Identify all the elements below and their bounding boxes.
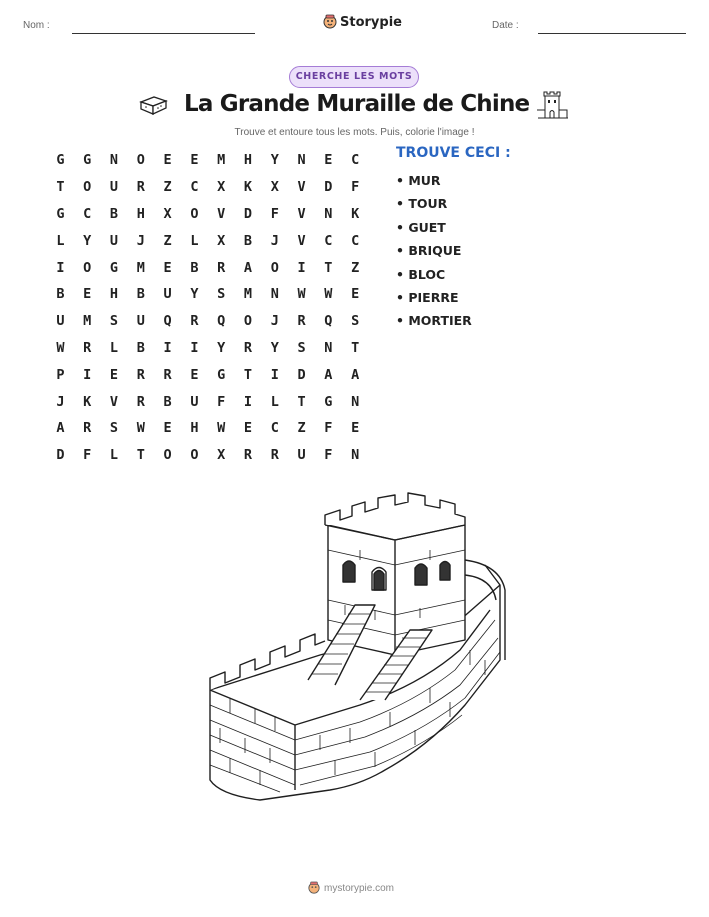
word-list-item: • MORTIER [396,313,472,329]
grid-cell[interactable]: Y [270,152,279,169]
grid-cell[interactable]: E [109,366,119,383]
grid-cell[interactable]: Y [217,339,226,356]
grid-cell[interactable]: E [351,286,360,303]
grid-cell[interactable]: Y [190,286,199,303]
grid-cell[interactable]: T [297,393,306,410]
grid-cell[interactable]: D [297,366,306,383]
grid-cell[interactable]: P [56,366,65,383]
grid-cell[interactable]: D [56,447,65,464]
grid-cell[interactable]: U [109,232,119,249]
category-badge: CHERCHE LES MOTS [289,66,419,88]
grid-cell[interactable]: N [351,393,360,410]
grid-cell[interactable]: U [136,313,145,330]
grid-cell[interactable]: W [217,420,226,437]
grid-cell[interactable]: Z [163,179,172,196]
name-label: Nom : [23,20,50,31]
word-list-item: • MUR [396,173,441,188]
grid-cell[interactable]: K [351,205,360,222]
grid-cell[interactable]: Z [351,259,360,276]
grid-cell[interactable]: B [136,339,145,356]
grid-cell[interactable]: U [297,447,306,464]
word-search-grid[interactable] [47,147,369,469]
grid-cell[interactable]: R [217,259,226,276]
grid-cell[interactable]: N [324,339,333,356]
grid-cell[interactable]: Q [217,313,226,330]
instructions: Trouve et entoure tous les mots. Puis, colorie l'image ! [234,127,475,138]
grid-cell[interactable]: F [270,205,279,222]
grid-row [47,388,369,415]
grid-cell[interactable]: V [297,232,306,249]
grid-cell[interactable]: J [270,313,279,330]
grid-cell[interactable]: H [190,420,199,437]
grid-cell[interactable]: V [297,205,306,222]
brand-name: Storypie [340,14,402,30]
grid-cell[interactable]: O [83,179,92,196]
grid-row [47,254,369,281]
word-list-title: TROUVE CECI : [396,145,511,161]
grid-cell[interactable]: G [56,205,65,222]
grid-cell[interactable]: T [324,259,333,276]
grid-cell[interactable]: S [109,313,119,330]
grid-cell[interactable]: X [163,205,172,222]
grid-cell[interactable]: O [83,259,92,276]
grid-cell[interactable]: D [243,205,253,222]
grid-cell[interactable]: O [163,447,172,464]
grid-row [47,147,369,174]
grid-cell[interactable]: M [136,259,145,276]
grid-cell[interactable]: T [136,447,145,464]
grid-cell[interactable]: Y [83,232,92,249]
grid-cell[interactable]: U [56,313,65,330]
grid-cell[interactable]: A [56,420,65,437]
storypie-logo-icon [308,881,320,895]
grid-cell[interactable]: Q [163,313,172,330]
grid-cell[interactable]: W [136,420,145,437]
grid-cell[interactable]: R [243,339,253,356]
grid-cell[interactable]: V [297,179,306,196]
grid-cell[interactable]: L [109,339,119,356]
grid-cell[interactable]: J [56,393,65,410]
great-wall-illustration [200,490,520,810]
grid-row [47,201,369,228]
grid-cell[interactable]: W [297,286,306,303]
grid-cell[interactable]: I [83,366,92,383]
grid-cell[interactable]: R [83,339,92,356]
grid-cell[interactable]: N [270,286,279,303]
footer-url[interactable]: mystorypie.com [324,882,395,894]
grid-cell[interactable]: I [297,259,306,276]
grid-cell[interactable]: C [190,179,199,196]
grid-cell[interactable]: E [190,366,199,383]
word-list-item: • BRIQUE [396,243,462,259]
grid-cell[interactable]: G [56,152,65,169]
word-list-item: • GUET [396,219,446,235]
grid-cell[interactable]: V [217,205,226,222]
grid-cell[interactable]: F [324,420,333,437]
grid-cell[interactable]: G [83,152,92,169]
grid-cell[interactable]: R [136,393,145,410]
grid-cell[interactable]: R [297,313,306,330]
grid-cell[interactable]: Y [270,339,279,356]
grid-cell[interactable]: Q [324,313,333,330]
grid-cell[interactable]: E [324,152,333,169]
grid-cell[interactable]: S [297,339,306,356]
grid-row [47,361,369,388]
grid-cell[interactable]: S [351,313,360,330]
grid-cell[interactable]: B [136,286,145,303]
grid-cell[interactable]: Z [297,420,306,437]
grid-cell[interactable]: I [270,366,279,383]
grid-cell[interactable]: N [109,152,119,169]
grid-cell[interactable]: X [217,232,226,249]
grid-cell[interactable]: F [351,179,360,196]
storypie-logo-icon [323,14,337,30]
grid-row [47,281,369,308]
grid-cell[interactable]: R [83,420,92,437]
grid-row [47,442,369,469]
grid-cell[interactable]: R [136,366,145,383]
grid-cell[interactable]: E [351,420,360,437]
grid-cell[interactable]: A [243,259,253,276]
grid-cell[interactable]: N [324,205,333,222]
footer [308,881,394,895]
grid-cell[interactable]: U [190,393,199,410]
word-list-item: • TOUR [396,196,448,212]
grid-cell[interactable]: D [324,179,333,196]
grid-cell[interactable]: T [351,339,360,356]
grid-cell[interactable]: X [217,447,226,464]
word-list-item: • PIERRE [396,289,459,305]
grid-cell[interactable]: R [270,447,279,464]
grid-cell[interactable]: G [324,393,333,410]
grid-cell[interactable]: H [136,205,145,222]
date-label: Date : [492,20,519,31]
grid-cell[interactable]: N [297,152,306,169]
grid-cell[interactable]: G [109,259,119,276]
grid-cell[interactable]: I [163,339,172,356]
grid-cell[interactable]: C [83,205,92,222]
grid-cell[interactable]: E [190,152,199,169]
grid-cell[interactable]: H [109,286,119,303]
grid-cell[interactable]: G [217,366,226,383]
grid-row [47,335,369,362]
grid-cell[interactable]: E [163,152,172,169]
grid-cell[interactable]: A [351,366,360,383]
grid-cell[interactable]: W [324,286,333,303]
grid-cell[interactable]: B [163,393,172,410]
grid-cell[interactable]: L [109,447,119,464]
grid-cell[interactable]: O [190,447,199,464]
grid-cell[interactable]: I [243,393,253,410]
brand-header [323,14,402,30]
grid-cell[interactable]: W [56,339,65,356]
grid-cell[interactable]: L [270,393,279,410]
grid-cell[interactable]: O [190,205,199,222]
grid-cell[interactable]: J [270,232,279,249]
grid-cell[interactable]: F [83,447,92,464]
grid-cell[interactable]: T [56,179,65,196]
grid-cell[interactable]: U [109,179,119,196]
grid-cell[interactable]: S [109,420,119,437]
grid-cell[interactable]: B [190,259,199,276]
grid-cell[interactable]: S [217,286,226,303]
grid-cell[interactable]: I [190,339,199,356]
name-field[interactable] [72,33,255,34]
grid-cell[interactable]: C [324,232,333,249]
word-list-item: • BLOC [396,266,446,282]
grid-cell[interactable]: U [163,286,172,303]
grid-cell[interactable]: B [243,232,253,249]
grid-cell[interactable]: J [136,232,145,249]
grid-cell[interactable]: Z [163,232,172,249]
grid-cell[interactable]: A [324,366,333,383]
grid-cell[interactable]: E [163,259,172,276]
grid-cell[interactable]: M [217,152,226,169]
grid-cell[interactable]: T [243,366,253,383]
grid-cell[interactable]: E [83,286,92,303]
grid-cell[interactable]: R [243,447,253,464]
word-list [396,172,472,336]
grid-cell[interactable]: R [190,313,199,330]
grid-cell[interactable]: N [351,447,360,464]
grid-cell[interactable]: O [270,259,279,276]
grid-cell[interactable]: B [56,286,65,303]
grid-row [47,308,369,335]
grid-row [47,174,369,201]
grid-cell[interactable]: E [243,420,253,437]
grid-cell[interactable]: L [190,232,199,249]
grid-cell[interactable]: I [56,259,65,276]
grid-cell[interactable]: O [136,152,145,169]
grid-cell[interactable]: F [324,447,333,464]
grid-cell[interactable]: E [163,420,172,437]
grid-cell[interactable]: H [243,152,253,169]
grid-cell[interactable]: X [270,179,279,196]
grid-cell[interactable]: O [243,313,253,330]
grid-cell[interactable]: K [243,179,253,196]
grid-cell[interactable]: V [109,393,119,410]
grid-row [47,415,369,442]
grid-cell[interactable]: F [217,393,226,410]
grid-cell[interactable]: K [83,393,92,410]
grid-cell[interactable]: R [163,366,172,383]
date-field[interactable] [538,33,686,34]
grid-cell[interactable]: C [351,232,360,249]
grid-row [47,227,369,254]
grid-cell[interactable]: R [136,179,145,196]
grid-cell[interactable]: C [270,420,279,437]
grid-cell[interactable]: M [243,286,253,303]
grid-cell[interactable]: X [217,179,226,196]
tower-icon [536,88,570,122]
grid-cell[interactable]: C [351,152,360,169]
grid-cell[interactable]: B [109,205,119,222]
page-title: La Grande Muraille de Chine [184,91,530,117]
brick-icon [138,94,168,116]
grid-cell[interactable]: L [56,232,65,249]
grid-cell[interactable]: M [83,313,92,330]
